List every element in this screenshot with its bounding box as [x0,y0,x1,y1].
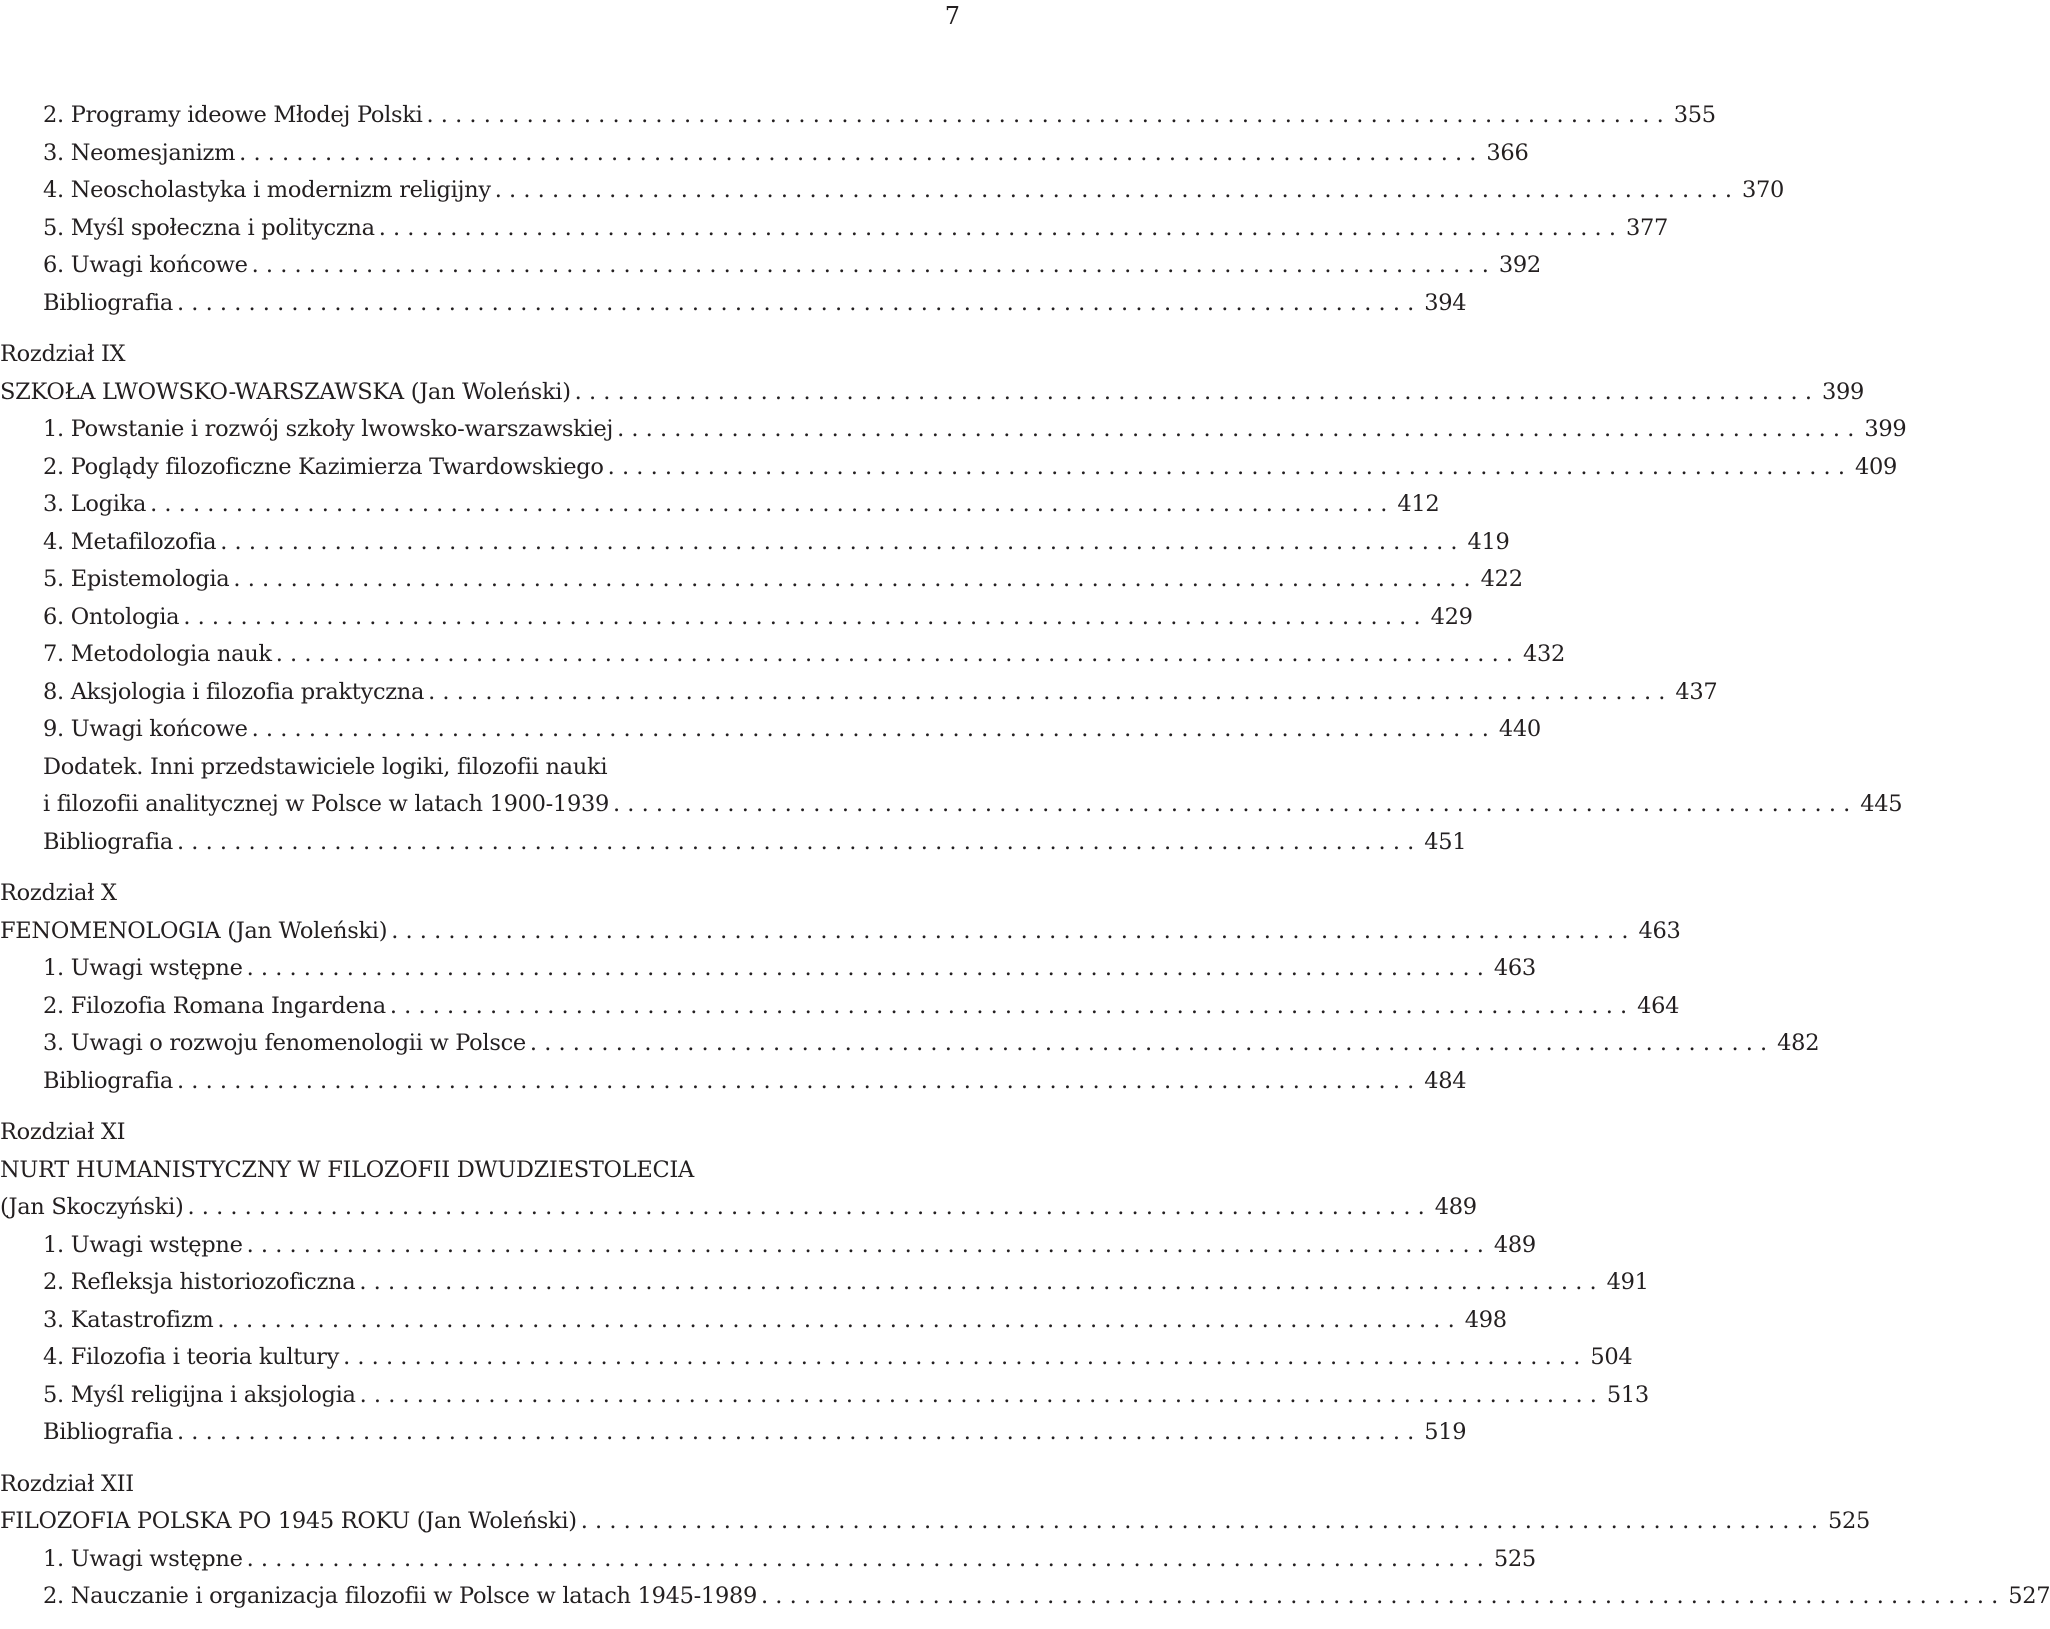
chapter-title-entry[interactable] [0,374,1864,412]
toc-entry[interactable] [0,711,1541,749]
dot-leader [613,411,1860,449]
toc-entry-page-number: 437 [1675,678,1718,705]
toc-entry-page-number: 491 [1606,1269,1649,1295]
chapter-title-entry[interactable] [0,913,1681,951]
toc-entry-label: (Jan Skoczyński) [0,1194,184,1220]
toc-entry-label: Bibliografia [43,828,173,855]
toc-entry[interactable] [0,1377,1649,1415]
toc-entry[interactable] [0,135,1529,173]
toc-entry-label: 1. Uwagi wstępne [43,955,243,981]
toc-entry[interactable] [0,285,1467,323]
toc-entry-page-number: 519 [1424,1419,1467,1445]
toc-entry-label: NURT HUMANISTYCZNY W FILOZOFII DWUDZIESTOLECIA [0,1156,694,1183]
toc-entry-label: 4. Metafilozofia [43,528,217,555]
toc-entry-page-number: 392 [1498,252,1541,278]
toc-entry[interactable] [0,1063,1467,1101]
toc-entry-page-number: 525 [1828,1508,1871,1534]
dot-leader [248,711,1495,749]
dot-leader [229,561,1476,599]
toc-entry-page-number: 504 [1590,1344,1633,1370]
toc-entry-label: 5. Myśl społeczna i polityczna [43,214,375,241]
toc-entry-label: 2. Poglądy filozoficzne Kazimierza Twardowskiego [43,453,604,480]
toc-entry-page-number: 525 [1493,1545,1536,1572]
dot-leader [526,1025,1773,1063]
toc-entry-page-number: 445 [1860,791,1903,817]
toc-entry[interactable] [0,1025,1820,1063]
dot-leader [577,1503,1824,1541]
toc-entry-label: SZKOŁA LWOWSKO-WARSZAWSKA (Jan Woleński) [0,378,571,405]
toc-entry[interactable] [0,950,1536,988]
chapter-title-entry[interactable] [0,1152,932,1190]
toc-entry[interactable] [0,486,1440,524]
toc-entry-page-number: 419 [1467,528,1510,555]
dot-leader [179,599,1426,637]
toc-entry-page-number: 370 [1742,177,1785,203]
toc-entry-label: 3. Katastrofizm [43,1306,214,1333]
toc-entry[interactable] [0,988,1680,1026]
dot-leader [243,950,1490,988]
toc-entry[interactable] [0,524,1510,562]
toc-entry[interactable] [0,599,1473,637]
table-of-contents [0,97,2050,1616]
toc-entry-label: 7. Metodologia nauk [43,641,272,667]
toc-entry-page-number: 412 [1397,491,1440,517]
toc-entry-page-number: 463 [1493,955,1536,981]
toc-entry[interactable] [0,1302,1507,1340]
toc-entry-label: 4. Filozofia i teoria kultury [43,1344,340,1370]
dot-leader [146,486,1393,524]
dot-leader [424,674,1671,712]
toc-entry-page-number: 484 [1424,1067,1467,1094]
toc-entry-label: i filozofii analitycznej w Polsce w latach 1900-1939 [43,791,609,817]
chapter-heading: Rozdział IX [0,341,126,367]
toc-entry-page-number: 527 [2008,1583,2050,1609]
dot-leader [339,1339,1586,1377]
toc-entry-label: 5. Myśl religijna i aksjologia [43,1381,356,1408]
section-gap [0,861,932,875]
toc-entry-page-number: 422 [1480,566,1523,592]
toc-entry[interactable] [0,674,1718,712]
dot-leader [173,1414,1420,1452]
toc-entry-label: 6. Uwagi końcowe [43,252,248,278]
chapter-heading: Rozdział XII [0,1470,134,1497]
toc-entry[interactable] [0,449,1897,487]
toc-entry[interactable] [0,1414,1467,1452]
toc-entry[interactable] [0,97,1716,135]
toc-entry-page-number: 489 [1493,1231,1536,1258]
toc-entry-page-number: 432 [1523,641,1566,667]
chapter-heading: Rozdział X [0,880,117,906]
toc-entry-page-number: 498 [1464,1306,1507,1333]
toc-entry[interactable] [0,561,1523,599]
toc-entry-label: 2. Programy ideowe Młodej Polski [43,102,423,128]
toc-entry[interactable] [0,210,1669,248]
toc-entry[interactable] [0,636,1566,674]
toc-entry-label: Bibliografia [43,1067,173,1094]
dot-leader [423,97,1670,135]
toc-entry-label: 1. Uwagi wstępne [43,1231,243,1258]
toc-entry[interactable] [0,1541,1536,1579]
dot-leader [571,374,1818,412]
toc-entry-page-number: 451 [1424,828,1467,855]
toc-entry[interactable] [0,1264,1649,1302]
toc-entry-label: 1. Powstanie i rozwój szkoły lwowsko-warszawskiej [43,416,614,442]
toc-entry[interactable] [0,824,1467,862]
toc-entry[interactable] [0,172,1785,210]
dot-leader [272,636,1519,674]
toc-entry[interactable] [0,1339,1633,1377]
dot-leader [375,210,1622,248]
toc-entry-label: Bibliografia [43,1419,173,1445]
toc-entry-label: 6. Ontologia [43,603,180,630]
toc-entry[interactable] [0,411,1907,449]
toc-entry[interactable] [0,1578,2050,1616]
toc-entry-label: FENOMENOLOGIA (Jan Woleński) [0,917,388,944]
toc-entry-page-number: 482 [1777,1030,1820,1056]
toc-entry-label: 8. Aksjologia i filozofia praktyczna [43,678,425,705]
toc-entry-page-number: 489 [1434,1194,1477,1220]
chapter-title-entry[interactable] [0,1503,1871,1541]
toc-entry-label: 3. Logika [43,491,147,517]
section-gap [0,322,932,336]
toc-entry-page-number: 399 [1864,416,1907,442]
page-number: 7 [944,2,960,30]
toc-entry-page-number: 409 [1854,453,1897,480]
dot-leader [235,135,1482,173]
chapter-heading: Rozdział XI [0,1119,126,1145]
toc-entry-page-number: 464 [1637,992,1680,1019]
toc-entry-label: 2. Refleksja historiozoficzna [43,1269,356,1295]
section-gap [0,1452,932,1466]
dot-leader [355,1264,1602,1302]
toc-entry[interactable] [0,247,1541,285]
dot-leader [387,913,1634,951]
toc-entry-page-number: 355 [1673,102,1716,128]
dot-leader [604,449,1851,487]
toc-entry-label: 4. Neoscholastyka i modernizm religijny [43,177,491,203]
toc-entry-page-number: 394 [1424,289,1467,316]
toc-entry-label: 3. Uwagi o rozwoju fenomenologii w Polsce [43,1030,526,1056]
toc-entry-label: 9. Uwagi końcowe [43,716,248,742]
section-gap [0,1100,932,1114]
dot-leader [386,988,1633,1026]
toc-entry-page-number: 366 [1486,139,1529,166]
toc-entry-label: Bibliografia [43,289,173,316]
dot-leader [173,285,1420,323]
dot-leader [216,524,1463,562]
toc-entry-page-number: 440 [1498,716,1541,742]
chapter-title-entry[interactable] [0,1189,1477,1227]
toc-entry[interactable] [0,749,932,787]
toc-entry-page-number: 429 [1430,603,1473,630]
dot-leader [609,786,1856,824]
dot-leader [248,247,1495,285]
toc-entry-label: Dodatek. Inni przedstawiciele logiki, filozofii nauki [43,753,608,780]
toc-entry[interactable] [0,786,1903,824]
toc-entry-page-number: 513 [1606,1381,1649,1408]
toc-entry-label: 3. Neomesjanizm [43,139,236,166]
dot-leader [491,172,1738,210]
toc-entry-page-number: 463 [1638,917,1681,944]
dot-leader [173,824,1420,862]
toc-entry-page-number: 377 [1625,214,1669,241]
toc-entry-label: 2. Filozofia Romana Ingardena [43,992,386,1019]
toc-entry[interactable] [0,1227,1536,1265]
toc-entry-label: FILOZOFIA POLSKA PO 1945 ROKU (Jan Woleński) [0,1508,577,1534]
toc-entry-label: 1. Uwagi wstępne [43,1545,243,1572]
toc-entry-label: 5. Epistemologia [43,566,230,592]
toc-entry-label: 2. Nauczanie i organizacja filozofii w Polsce w latach 1945-1989 [43,1583,757,1609]
dot-leader [183,1189,1430,1227]
dot-leader [173,1063,1420,1101]
dot-leader [356,1377,1603,1415]
toc-entry-page-number: 399 [1821,378,1864,405]
dot-leader [243,1541,1490,1579]
dot-leader [213,1302,1460,1340]
dot-leader [243,1227,1490,1265]
dot-leader [757,1578,2004,1616]
